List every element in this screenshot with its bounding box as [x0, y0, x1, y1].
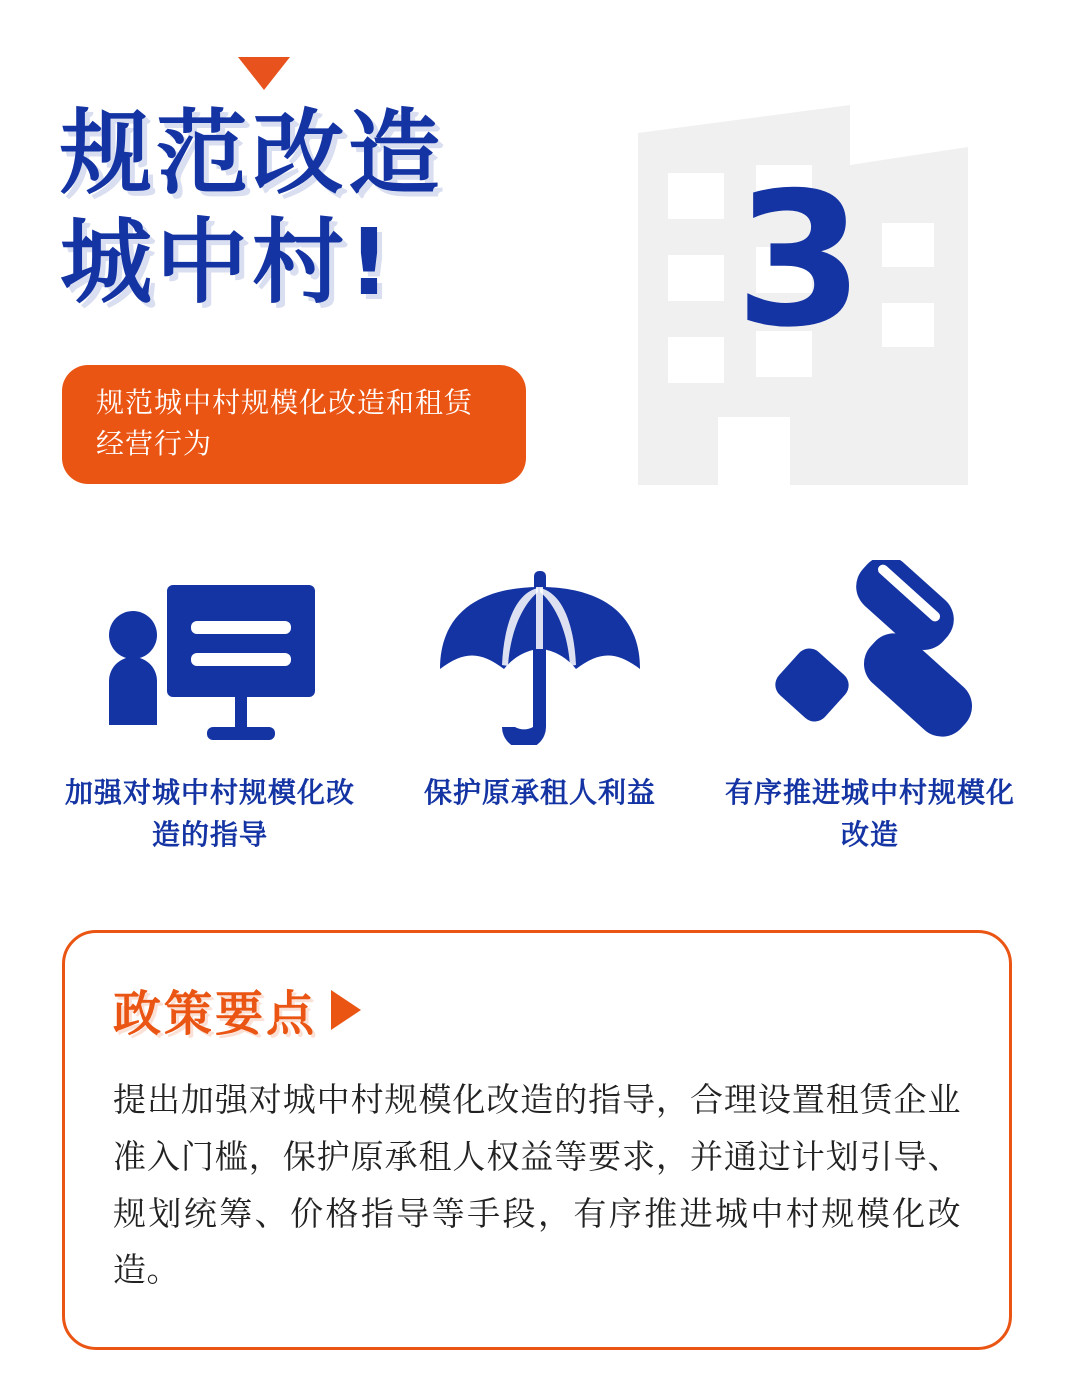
- presentation-board-icon: [95, 560, 325, 750]
- subtitle-badge: 规范城中村规模化改造和租赁经营行为: [62, 365, 526, 484]
- policy-text: 提出加强对城中村规模化改造的指导，合理设置租赁企业准入门槛，保护原承租人权益等要求，并通过计划引导、规划统筹、价格指导等手段，有序推进城中村规模化改造。: [113, 1081, 961, 1289]
- paint-roller-icon: [765, 560, 975, 750]
- policy-header: [65, 933, 1009, 1044]
- policy-card: [62, 930, 1012, 1350]
- title-line-1: 规范改造: [60, 100, 445, 207]
- page-title: [60, 100, 620, 317]
- feature-item-1: [60, 560, 360, 856]
- feature-caption-1: 加强对城中村规模化改造的指导: [64, 777, 355, 850]
- section-number: 3: [735, 152, 864, 368]
- title-line-2: 城中村!: [60, 208, 394, 316]
- feature-item-2: [390, 560, 690, 856]
- triangle-right-icon: [331, 990, 361, 1030]
- umbrella-icon: [430, 560, 650, 750]
- feature-row: [60, 560, 1020, 856]
- feature-caption-2: 保护原承租人利益: [423, 777, 656, 808]
- header-section: [0, 0, 1080, 500]
- policy-title: 政策要点: [113, 986, 318, 1042]
- feature-item-3: [720, 560, 1020, 856]
- triangle-down-icon: [238, 57, 290, 90]
- feature-caption-3: 有序推进城中村规模化改造: [724, 777, 1015, 850]
